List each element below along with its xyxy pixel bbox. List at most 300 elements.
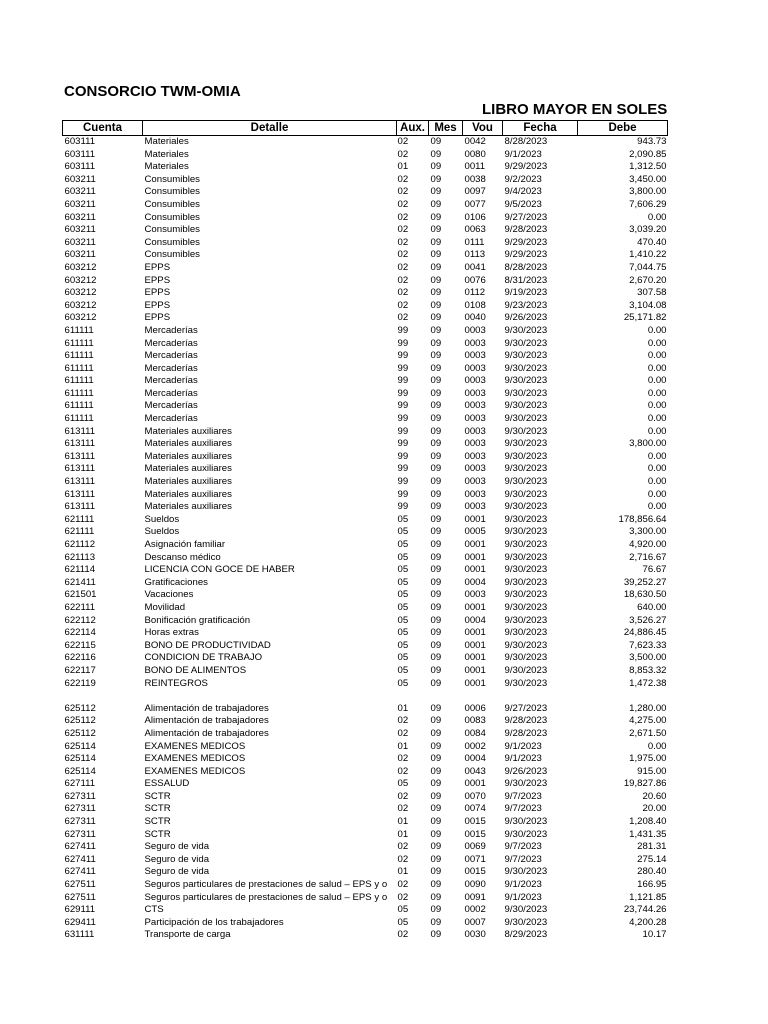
table-row <box>63 816 668 829</box>
cell-vou: 0002 <box>464 904 486 916</box>
cell-vou: 0043 <box>464 765 486 777</box>
cell-fecha: 9/30/2023 <box>504 627 548 639</box>
cell-aux: 02 <box>397 136 409 147</box>
cell-debe: 3,526.27 <box>629 614 667 626</box>
detalle-text: REINTEGROS <box>144 677 208 689</box>
cell-debe: 4,200.28 <box>629 916 667 928</box>
table-row <box>63 526 668 539</box>
cell-mes: 09 <box>430 740 442 752</box>
cell-mes: 09 <box>430 639 442 651</box>
cell-mes: 09 <box>430 551 442 563</box>
table-row <box>63 451 668 464</box>
cell-aux: 02 <box>397 148 409 160</box>
cell-detalle <box>143 300 397 313</box>
cell-detalle <box>143 589 397 602</box>
cell-detalle <box>143 690 397 703</box>
detalle-text: Mercaderías <box>144 400 198 412</box>
detalle-text: EXAMENES MEDICOS <box>144 753 246 765</box>
cell-debe: 24,886.45 <box>623 627 667 639</box>
table-row <box>63 652 668 665</box>
cell-vou: 0006 <box>464 702 486 714</box>
table-row <box>63 212 668 225</box>
cell-fecha: 9/30/2023 <box>504 589 548 601</box>
cell-cuenta: 627311 <box>64 816 96 828</box>
detalle-text: Materiales auxiliares <box>144 425 232 437</box>
cell-detalle <box>143 816 397 829</box>
cell-debe <box>578 690 668 703</box>
cell-mes: 09 <box>430 438 442 450</box>
cell-fecha: 9/7/2023 <box>504 853 542 865</box>
cell-fecha: 9/27/2023 <box>504 211 548 223</box>
cell-vou: 0038 <box>464 173 486 185</box>
table-row <box>63 413 668 426</box>
table-row <box>63 866 668 879</box>
cell-vou: 0004 <box>464 614 486 626</box>
cell-mes: 09 <box>430 828 442 840</box>
cell-detalle <box>143 312 397 325</box>
cell-cuenta: 613111 <box>64 488 96 500</box>
cell-debe: 76.67 <box>642 564 667 576</box>
cell-fecha: 9/30/2023 <box>504 664 548 676</box>
cell-aux: 02 <box>397 224 409 236</box>
cell-mes: 09 <box>430 778 442 790</box>
cell-aux: 01 <box>397 828 409 840</box>
cell-cuenta: 613111 <box>64 501 96 513</box>
column-header-detalle: Detalle <box>143 121 397 136</box>
cell-detalle <box>143 237 397 250</box>
cell-fecha: 9/29/2023 <box>504 236 548 248</box>
cell-debe: 23,744.26 <box>623 904 667 916</box>
cell-cuenta: 613111 <box>64 463 96 475</box>
cell-vou: 0113 <box>464 249 486 261</box>
detalle-text: EPPS <box>144 312 171 324</box>
cell-vou: 0112 <box>464 287 486 299</box>
cell-cuenta: 629411 <box>64 916 96 928</box>
cell-mes: 09 <box>430 375 442 387</box>
table-row <box>63 715 668 728</box>
cell-aux: 99 <box>397 337 409 349</box>
cell-detalle <box>143 703 397 716</box>
cell-fecha: 9/30/2023 <box>504 652 548 664</box>
cell-aux: 02 <box>397 929 409 941</box>
cell-debe: 3,039.20 <box>629 224 667 236</box>
cell-detalle <box>143 451 397 464</box>
cell-detalle <box>143 866 397 879</box>
cell-cuenta: 627411 <box>64 841 96 853</box>
cell-aux: 05 <box>397 664 409 676</box>
cell-detalle <box>143 161 397 174</box>
cell-detalle <box>143 463 397 476</box>
cell-vou: 0080 <box>464 148 486 160</box>
cell-fecha: 9/28/2023 <box>504 727 548 739</box>
cell-vou: 0001 <box>464 639 486 651</box>
cell-cuenta: 613111 <box>64 438 96 450</box>
cell-debe: 307.58 <box>637 287 667 299</box>
cell-vou: 0015 <box>464 828 486 840</box>
cell-detalle <box>143 854 397 867</box>
table-row <box>63 325 668 338</box>
table-row <box>63 766 668 779</box>
detalle-text: SCTR <box>144 816 171 828</box>
cell-fecha: 9/28/2023 <box>504 715 548 727</box>
cell-vou: 0084 <box>464 727 486 739</box>
detalle-text: Sueldos <box>144 513 180 525</box>
cell-cuenta: 603212 <box>64 312 97 324</box>
cell-debe: 0.00 <box>647 425 667 437</box>
table-row <box>63 854 668 867</box>
cell-cuenta: 622114 <box>64 627 96 639</box>
cell-vou: 0069 <box>464 841 486 853</box>
detalle-text: Alimentación de trabajadores <box>144 702 269 714</box>
table-row <box>63 904 668 917</box>
cell-vou: 0001 <box>464 564 486 576</box>
cell-detalle <box>143 791 397 804</box>
cell-mes: 09 <box>430 841 442 853</box>
cell-vou: 0001 <box>464 664 486 676</box>
cell-vou: 0040 <box>464 312 486 324</box>
cell-detalle <box>143 829 397 842</box>
cell-cuenta: 622117 <box>64 664 96 676</box>
cell-detalle <box>143 501 397 514</box>
cell-mes: 09 <box>430 198 442 210</box>
cell-cuenta: 631111 <box>64 929 95 941</box>
detalle-text: Descanso médico <box>144 551 221 563</box>
detalle-text: Mercaderías <box>144 324 198 336</box>
detalle-text: Mercaderías <box>144 337 198 349</box>
cell-cuenta: 603211 <box>64 173 96 185</box>
cell-fecha: 9/1/2023 <box>504 740 542 752</box>
detalle-text: Materiales auxiliares <box>144 476 232 488</box>
table-row <box>63 879 668 892</box>
detalle-text: Transporte de carga <box>144 929 231 941</box>
detalle-text: Mercaderías <box>144 350 198 362</box>
detalle-text: Materiales auxiliares <box>144 501 232 513</box>
detalle-text: Consumibles <box>144 236 200 248</box>
cell-detalle <box>143 186 397 199</box>
column-header-aux: Aux. <box>397 121 429 136</box>
cell-cuenta: 603211 <box>64 186 96 198</box>
cell-cuenta: 603211 <box>64 236 96 248</box>
cell-debe: 39,252.27 <box>623 576 667 588</box>
table-row <box>63 186 668 199</box>
cell-aux: 02 <box>397 853 409 865</box>
column-header-debe: Debe <box>578 121 668 136</box>
cell-debe: 3,300.00 <box>629 526 667 538</box>
cell-aux: 02 <box>397 173 409 185</box>
cell-mes: 09 <box>430 715 442 727</box>
cell-cuenta: 621111 <box>64 526 95 538</box>
cell-debe: 0.00 <box>647 350 667 362</box>
cell-mes: 09 <box>430 350 442 362</box>
cell-cuenta: 613111 <box>64 450 96 462</box>
cell-fecha: 9/30/2023 <box>504 564 548 576</box>
cell-fecha: 9/30/2023 <box>504 513 548 525</box>
report-title: LIBRO MAYOR EN SOLES <box>482 101 668 118</box>
cell-fecha: 9/29/2023 <box>504 249 548 261</box>
cell-aux: 99 <box>397 324 409 336</box>
cell-mes: 09 <box>430 753 442 765</box>
cell-debe: 1,472.38 <box>629 677 667 689</box>
cell-cuenta: 621114 <box>64 564 96 576</box>
cell-vou: 0004 <box>464 753 486 765</box>
cell-fecha: 9/30/2023 <box>504 828 548 840</box>
cell-cuenta: 625114 <box>64 765 96 777</box>
cell-detalle <box>143 728 397 741</box>
cell-cuenta: 611111 <box>64 362 94 374</box>
cell-mes: 09 <box>430 413 442 425</box>
cell-detalle <box>143 627 397 640</box>
cell-cuenta: 621501 <box>64 589 97 601</box>
cell-fecha: 9/30/2023 <box>504 904 548 916</box>
cell-fecha: 9/30/2023 <box>504 400 548 412</box>
detalle-text: Materiales <box>144 136 189 147</box>
cell-cuenta: 611111 <box>64 350 94 362</box>
cell-cuenta: 603211 <box>64 198 96 210</box>
cell-detalle <box>143 325 397 338</box>
ledger-body <box>63 136 668 943</box>
table-row <box>63 388 668 401</box>
detalle-text: Seguro de vida <box>144 866 210 878</box>
cell-aux: 02 <box>397 236 409 248</box>
cell-mes: 09 <box>430 576 442 588</box>
cell-debe: 3,800.00 <box>629 438 667 450</box>
cell-cuenta: 603212 <box>64 299 97 311</box>
cell-vou: 0007 <box>464 916 486 928</box>
cell-fecha: 9/29/2023 <box>504 161 548 173</box>
table-row <box>63 136 668 149</box>
cell-debe: 178,856.64 <box>618 513 667 525</box>
cell-mes: 09 <box>430 211 442 223</box>
cell-mes: 09 <box>430 652 442 664</box>
cell-cuenta: 629111 <box>64 904 96 916</box>
cell-mes: 09 <box>430 224 442 236</box>
cell-detalle <box>143 224 397 237</box>
cell-debe: 1,121.85 <box>629 891 667 903</box>
cell-cuenta: 603111 <box>64 136 96 147</box>
cell-vou <box>463 690 503 703</box>
column-header-mes: Mes <box>429 121 463 136</box>
cell-detalle <box>143 803 397 816</box>
cell-debe: 640.00 <box>637 601 667 613</box>
detalle-text: Materiales <box>144 148 189 160</box>
cell-detalle <box>143 615 397 628</box>
cell-aux: 02 <box>397 312 409 324</box>
table-row <box>63 892 668 905</box>
detalle-text: EPPS <box>144 274 171 286</box>
cell-aux: 02 <box>397 274 409 286</box>
cell-fecha: 8/31/2023 <box>504 274 548 286</box>
detalle-text: EPPS <box>144 287 171 299</box>
cell-vou: 0003 <box>464 324 486 336</box>
cell-fecha: 9/4/2023 <box>504 186 542 198</box>
table-row <box>63 262 668 275</box>
cell-mes: 09 <box>430 324 442 336</box>
cell-debe: 0.00 <box>647 413 667 425</box>
cell-detalle <box>143 514 397 527</box>
cell-fecha: 9/30/2023 <box>504 362 548 374</box>
cell-vou: 0030 <box>464 929 486 941</box>
cell-cuenta: 625114 <box>64 753 96 765</box>
cell-vou: 0003 <box>464 589 486 601</box>
cell-detalle <box>143 552 397 565</box>
cell-detalle <box>143 426 397 439</box>
cell-vou: 0003 <box>464 488 486 500</box>
cell-vou: 0001 <box>464 513 486 525</box>
table-row <box>63 829 668 842</box>
cell-aux: 99 <box>397 476 409 488</box>
cell-aux: 01 <box>397 866 409 878</box>
cell-aux <box>397 690 429 703</box>
cell-mes: 09 <box>430 463 442 475</box>
table-row <box>63 753 668 766</box>
cell-aux: 99 <box>397 400 409 412</box>
cell-detalle <box>143 489 397 502</box>
cell-debe: 0.00 <box>647 488 667 500</box>
cell-detalle <box>143 652 397 665</box>
table-row <box>63 312 668 325</box>
cell-fecha: 9/30/2023 <box>504 438 548 450</box>
cell-mes: 09 <box>430 853 442 865</box>
cell-cuenta: 611111 <box>64 375 94 387</box>
cell-debe: 275.14 <box>637 853 667 865</box>
detalle-text: Vacaciones <box>144 589 194 601</box>
cell-aux: 02 <box>397 299 409 311</box>
cell-mes: 09 <box>430 148 442 160</box>
detalle-text: SCTR <box>144 790 171 802</box>
cell-detalle <box>143 929 397 942</box>
detalle-text: Bonificación gratificación <box>144 614 251 626</box>
cell-mes: 09 <box>430 186 442 198</box>
cell-fecha: 8/28/2023 <box>504 136 548 147</box>
cell-cuenta: 611111 <box>64 324 94 336</box>
cell-aux: 02 <box>397 891 409 903</box>
cell-vou: 0083 <box>464 715 486 727</box>
cell-debe: 0.00 <box>647 501 667 513</box>
cell-fecha: 9/30/2023 <box>504 778 548 790</box>
table-row <box>63 287 668 300</box>
cell-detalle <box>143 413 397 426</box>
cell-vou: 0003 <box>464 362 486 374</box>
cell-aux: 99 <box>397 425 409 437</box>
table-row <box>63 841 668 854</box>
cell-debe: 166.95 <box>637 879 667 891</box>
cell-debe: 2,670.20 <box>629 274 667 286</box>
cell-detalle <box>143 275 397 288</box>
detalle-text: Movilidad <box>144 601 186 613</box>
table-row <box>63 665 668 678</box>
cell-debe: 7,044.75 <box>629 261 667 273</box>
cell-fecha: 9/30/2023 <box>504 425 548 437</box>
cell-cuenta: 622112 <box>64 614 96 626</box>
cell-cuenta: 625112 <box>64 702 96 714</box>
cell-debe: 3,104.08 <box>629 299 667 311</box>
detalle-text: CTS <box>144 904 164 916</box>
cell-debe: 2,090.85 <box>629 148 667 160</box>
cell-debe: 20.60 <box>642 790 667 802</box>
cell-fecha: 9/1/2023 <box>504 891 542 903</box>
cell-mes: 09 <box>430 261 442 273</box>
table-row <box>63 174 668 187</box>
detalle-text: Seguro de vida <box>144 841 210 853</box>
cell-vou: 0004 <box>464 576 486 588</box>
cell-cuenta: 603212 <box>64 287 97 299</box>
cell-aux: 99 <box>397 450 409 462</box>
cell-mes: 09 <box>430 816 442 828</box>
cell-debe: 0.00 <box>647 400 667 412</box>
cell-mes: 09 <box>430 539 442 550</box>
detalle-text: EXAMENES MEDICOS <box>144 765 246 777</box>
cell-cuenta: 621113 <box>64 551 96 563</box>
cell-fecha: 8/29/2023 <box>504 929 548 941</box>
cell-mes: 09 <box>430 526 442 538</box>
cell-debe: 915.00 <box>637 765 667 777</box>
table-row <box>63 338 668 351</box>
cell-mes: 09 <box>430 476 442 488</box>
cell-debe: 0.00 <box>647 387 667 399</box>
table-row <box>63 678 668 691</box>
cell-aux: 02 <box>397 790 409 802</box>
cell-vou: 0108 <box>464 299 486 311</box>
table-row <box>63 640 668 653</box>
company-name: CONSORCIO TWM-OMIA <box>64 83 241 100</box>
cell-fecha: 9/30/2023 <box>504 463 548 475</box>
detalle-text: Consumibles <box>144 173 200 185</box>
table-row <box>63 400 668 413</box>
cell-aux: 02 <box>397 198 409 210</box>
cell-fecha: 9/19/2023 <box>504 287 548 299</box>
cell-cuenta: 627511 <box>64 879 96 891</box>
detalle-text: ESSALUD <box>144 778 190 790</box>
ledger-table <box>62 120 668 942</box>
cell-mes: 09 <box>430 564 442 576</box>
cell-debe: 1,975.00 <box>629 753 667 765</box>
cell-fecha: 9/1/2023 <box>504 879 542 891</box>
detalle-text: CONDICION DE TRABAJO <box>144 652 263 664</box>
table-row <box>63 552 668 565</box>
cell-detalle <box>143 438 397 451</box>
cell-fecha: 9/30/2023 <box>504 476 548 488</box>
cell-debe: 1,208.40 <box>629 816 667 828</box>
cell-debe: 0.00 <box>647 337 667 349</box>
cell-detalle <box>143 350 397 363</box>
cell-detalle <box>143 400 397 413</box>
cell-detalle <box>143 917 397 930</box>
cell-fecha: 9/30/2023 <box>504 614 548 626</box>
cell-cuenta: 627311 <box>64 790 96 802</box>
column-header-vou: Vou <box>463 121 503 136</box>
cell-fecha: 9/7/2023 <box>504 841 542 853</box>
cell-vou: 0001 <box>464 652 486 664</box>
cell-fecha: 9/30/2023 <box>504 916 548 928</box>
cell-vou: 0091 <box>464 891 486 903</box>
cell-aux: 02 <box>397 727 409 739</box>
cell-detalle <box>143 476 397 489</box>
detalle-text: Mercaderías <box>144 362 198 374</box>
cell-debe: 943.73 <box>637 136 667 147</box>
cell-debe: 1,410.22 <box>629 249 667 261</box>
cell-debe: 0.00 <box>647 211 667 223</box>
cell-fecha: 9/30/2023 <box>504 551 548 563</box>
cell-detalle <box>143 212 397 225</box>
cell-fecha: 9/2/2023 <box>504 173 542 185</box>
cell-mes: 09 <box>430 765 442 777</box>
cell-vou: 0003 <box>464 450 486 462</box>
cell-detalle <box>143 753 397 766</box>
detalle-text: Mercaderías <box>144 375 198 387</box>
cell-debe: 2,671.50 <box>629 727 667 739</box>
cell-fecha: 9/30/2023 <box>504 866 548 878</box>
cell-aux: 99 <box>397 438 409 450</box>
